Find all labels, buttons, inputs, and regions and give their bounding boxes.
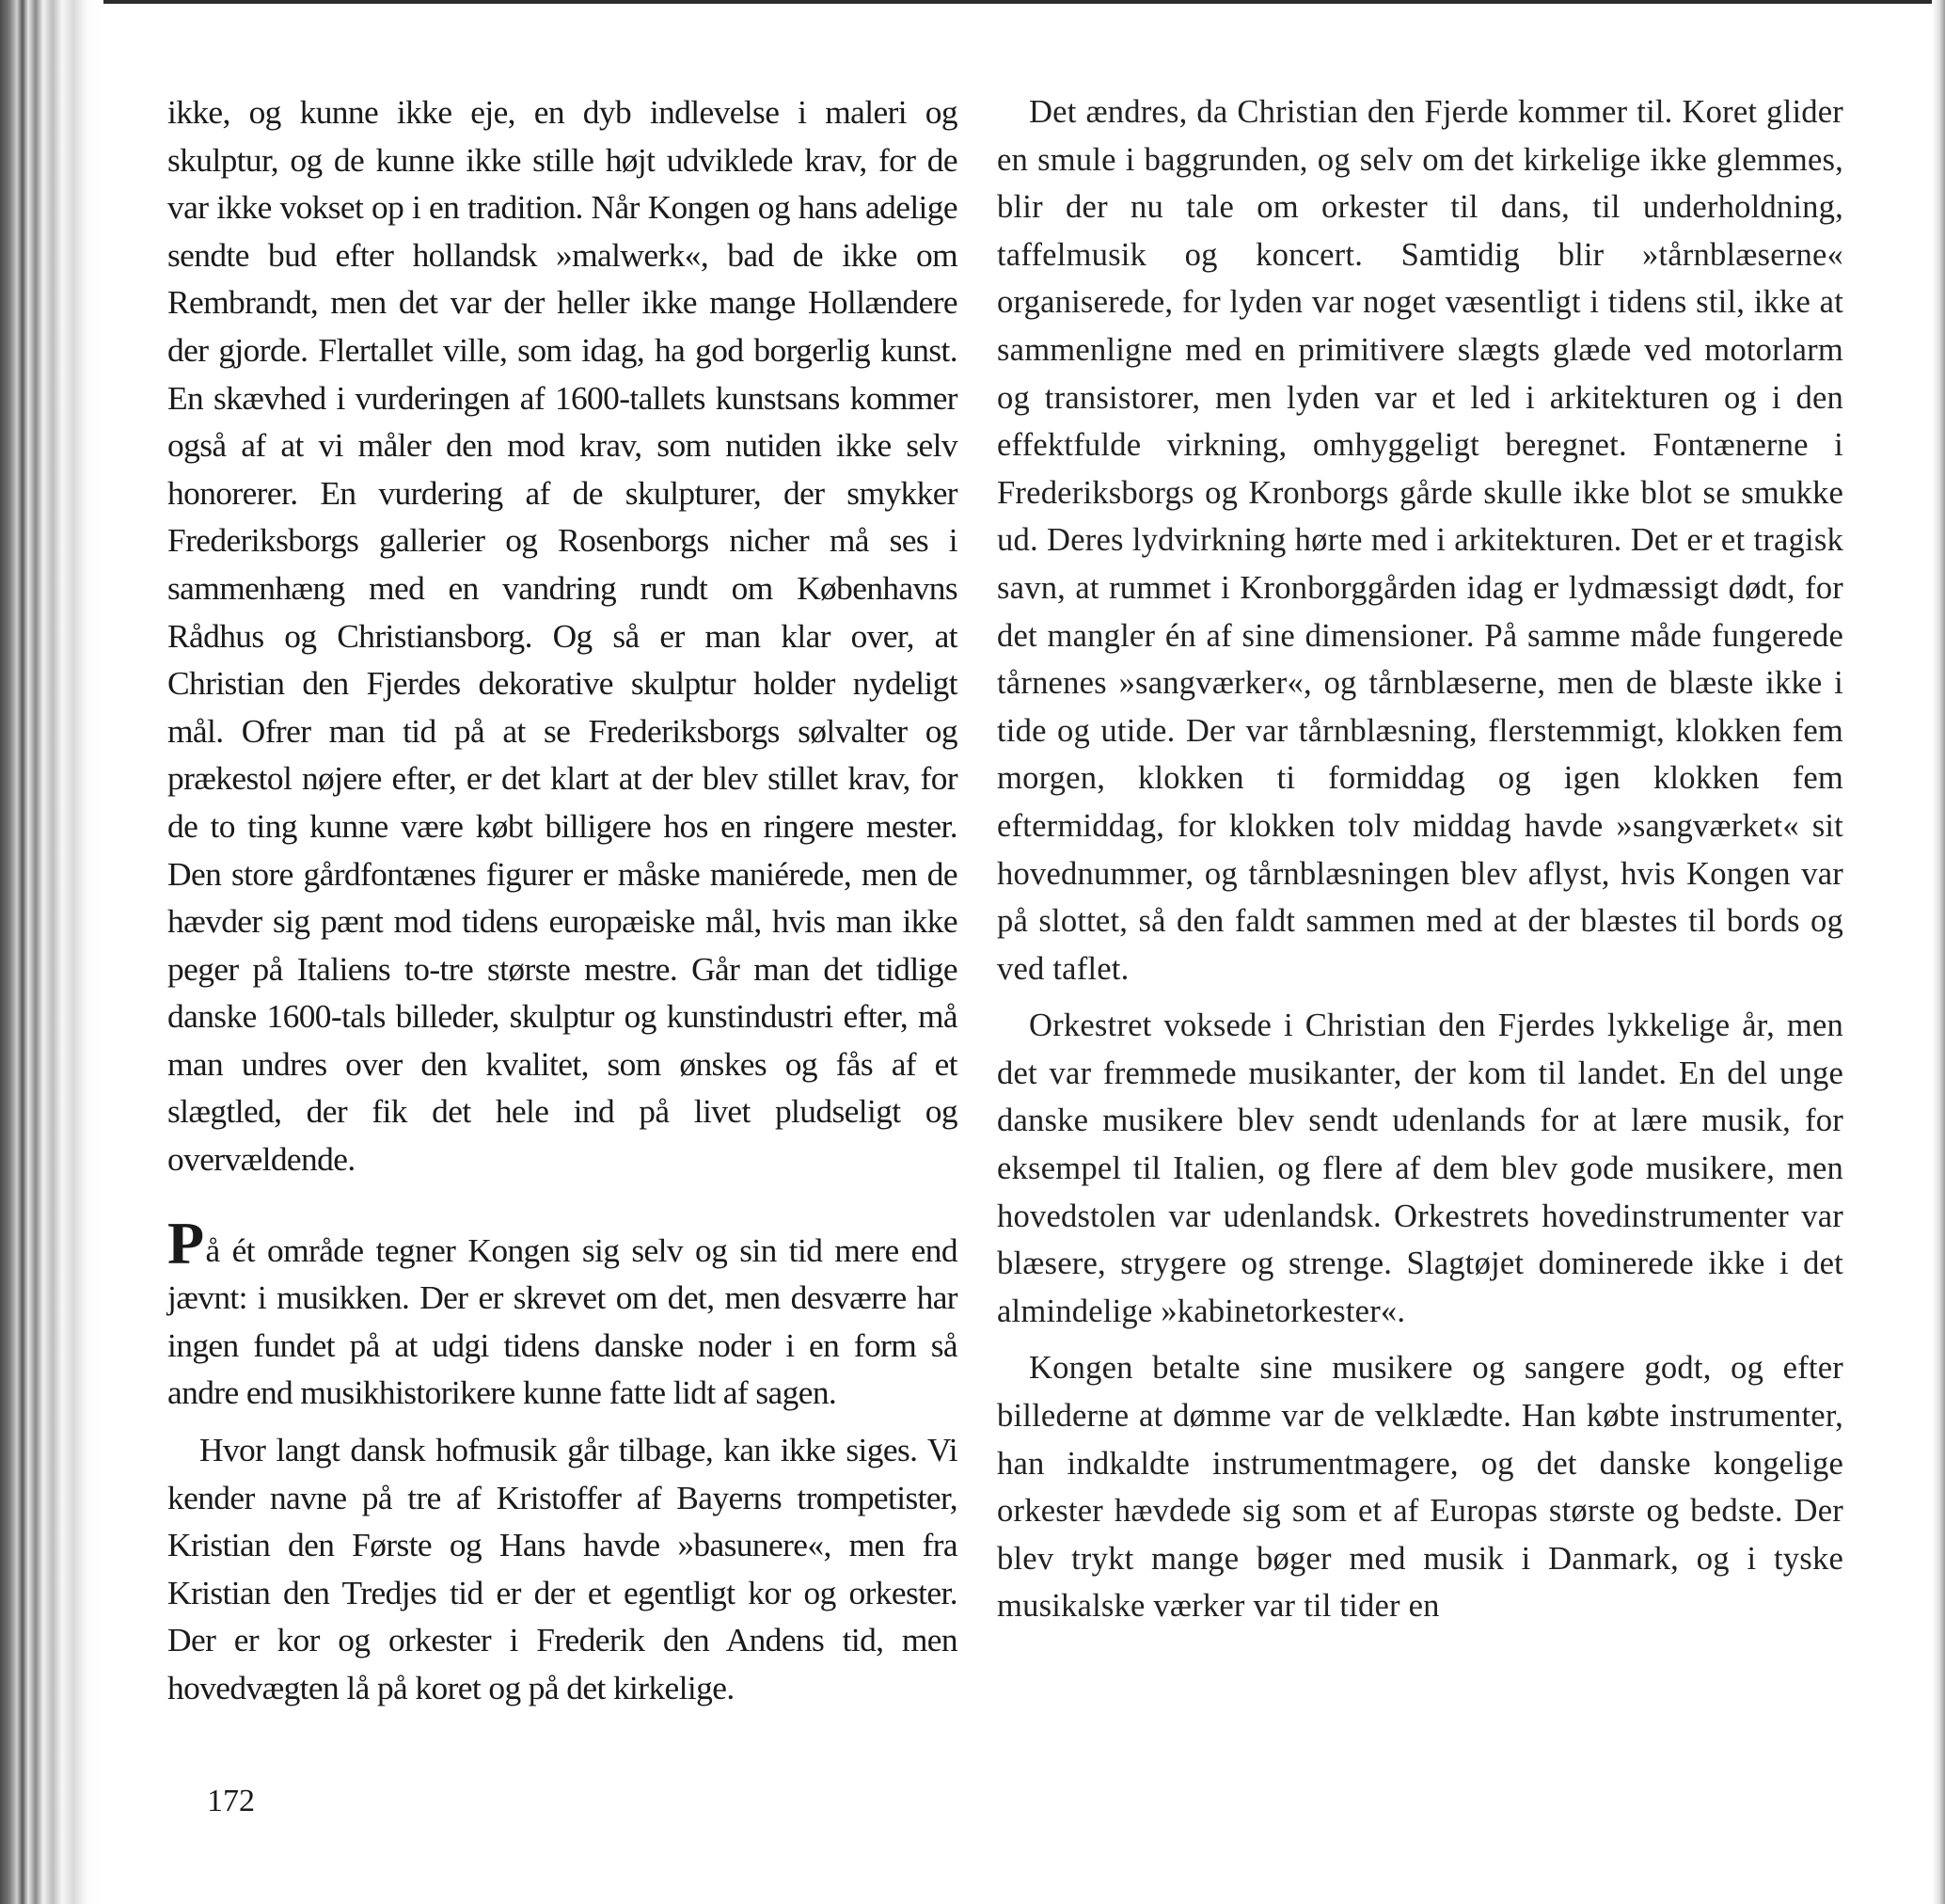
page-number: 172 xyxy=(207,1784,255,1818)
page-top-edge xyxy=(0,0,1945,4)
body-paragraph: Hvor langt dansk hofmusik går tilbage, kan ikke siges. Vi kender navne på tre af Kristoffer af Bayerns trompetister, Kristian den Første og Hans havde »basunere«, men fra Kristian den Tredjes tid er der et egentligt kor og orkester. Der er kor og orkester i Frederik den Andens tid, men hovedvægten lå på koret og på det kirkelige. xyxy=(167,1431,957,1706)
body-paragraph: Orkestret voksede i Christian den Fjerdes lykkelige år, men det var fremmede musikanter, der kom til landet. En del unge danske musikere blev sendt udenlands for at lære musik, for eksempel til Italien, og flere af dem blev gode musikere, men hovedstolen var udenlandsk. Orkestrets hovedinstrumenter var blæsere, strygere og strenge. Slagtøjet dominerede ikke i det almindelige »kabinetorkester«. xyxy=(997,1008,1843,1329)
body-paragraph: Kongen betalte sine musikere og sangere godt, og efter billederne at dømme var de velklædte. Han købte instrumenter, han indkaldte instrumentmagere, og det danske kongelige orkester hævdede sig som et af Europas største og bedste. Der blev trykt mange bøger med musik i Danmark, og i tyske musikalske værker var til tider en xyxy=(997,1350,1843,1625)
right-text-column xyxy=(997,88,1843,1630)
drop-cap: P xyxy=(167,1209,204,1277)
section-opening-paragraph xyxy=(167,1209,957,1417)
book-page xyxy=(0,88,1945,1904)
body-paragraph: ikke, og kunne ikke eje, en dyb indlevelse i maleri og skulptur, og de kunne ikke stille højt udviklede krav, for de var ikke vokset op i en tradition. Når Kongen og hans adelige sendte bud efter hollandsk »malwerk«, bad de ikke om Rembrandt, men det var der heller ikke mange Hollændere der gjorde. Flertallet ville, som idag, ha god borgerlig kunst. En skævhed i vurderingen af 1600-tallets kunstsans kommer også af at vi måler den mod krav, som nutiden ikke selv honorerer. En vurdering af de skulpturer, der smykker Frederiksborgs gallerier og Rosenborgs nicher må ses i sammenhæng med en vandring rundt om Københavns Rådhus og Christiansborg. Og så er man klar over, at Christian den Fjerdes dekorative skulptur holder nydeligt mål. Ofrer man tid på at se Frederiksborgs sølvalter og prækestol nøjere efter, er det klart at der blev stillet krav, for de to ting kunne være købt billigere hos en ringere mester. Den store gårdfontænes figurer er måske maniérede, men de hævder sig pænt mod tidens europæiske mål, hvis man ikke peger på Italiens to-tre største mestre. Går man det tidlige danske 1600-tals billeder, skulptur og kunstindustri efter, må man undres over den kvalitet, som ønskes og fås af et slægtled, der fik det hele ind på livet pludseligt og overvældende. xyxy=(167,93,957,1179)
section-opening-text: å ét område tegner Kongen sig selv og sin tid mere end jævnt: i musikken. Der er skrevet om det, men desværre har ingen fundet på at udgi tidens danske noder i en form så andre end musikhistorikere kunne fatte lidt af sagen. xyxy=(167,1230,957,1412)
body-paragraph: Det ændres, da Christian den Fjerde kommer til. Koret glider en smule i baggrunden, og selv om det kirkelige ikke glemmes, blir der nu tale om orkester til dans, til underholdning, taffelmusik og koncert. Samtidig blir »tårnblæserne« organiserede, for lyden var noget væsentligt i tidens stil, ikke at sammenligne med en primitivere slægts glæde ved motorlarm og transistorer, men lyden var et led i arkitekturen og i den effektfulde virkning, omhyggeligt beregnet. Fontænerne i Frederiksborgs og Kronborgs gårde skulle ikke blot se smukke ud. Deres lydvirkning hørte med i arkitekturen. Det er et tragisk savn, at rummet i Kronborggården idag er lydmæssigt dødt, for det mangler én af sine dimensioner. På samme måde fungerede tårnenes »sangværker«, og tårnblæserne, men de blæste ikke i tide og utide. Der var tårnblæsning, flerstemmigt, klokken fem morgen, klokken ti formiddag og igen klokken fem eftermiddag, for klokken tolv middag havde »sangværket« sit hovednummer, og tårnblæsningen blev aflyst, hvis Kongen var på slottet, så den faldt sammen med at der blæstes til bords og ved taflet. xyxy=(997,94,1843,987)
left-text-column xyxy=(167,88,957,1712)
